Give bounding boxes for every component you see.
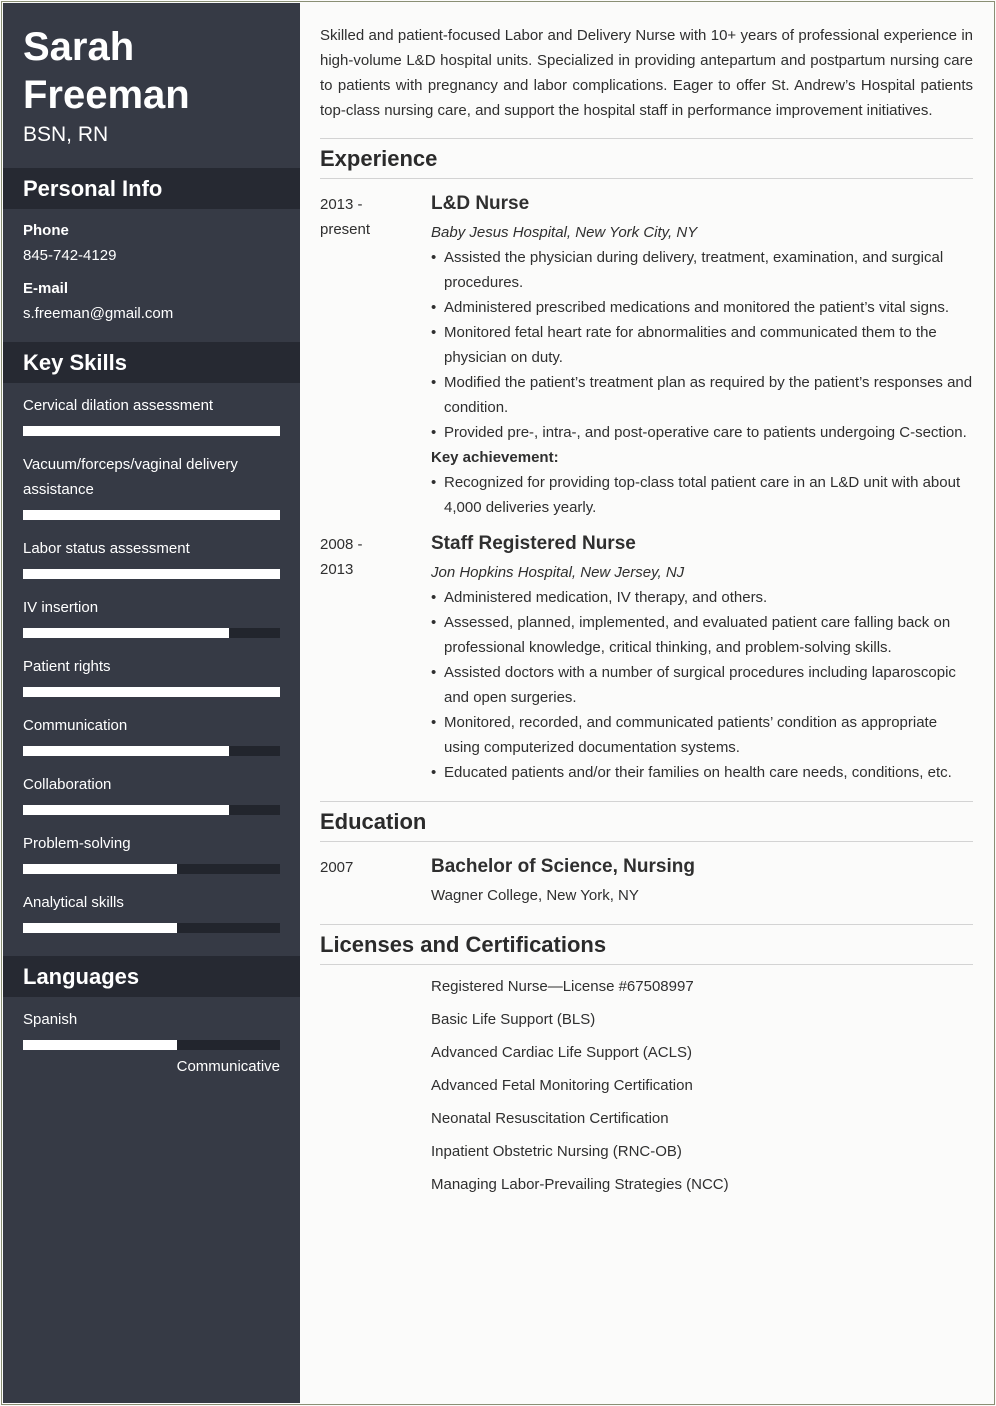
job-date-end: present — [320, 221, 371, 238]
job-dates — [320, 532, 420, 582]
skill-label: Analytical skills — [23, 894, 124, 911]
skill-bar-fill — [23, 746, 229, 756]
duty-item: • Administered prescribed medications and monitored the patient’s vital signs. — [431, 295, 973, 320]
school-name: Wagner College, New York, NY — [431, 887, 639, 904]
divider — [320, 801, 973, 802]
experience-heading: Experience — [320, 146, 438, 171]
license-item: Advanced Cardiac Life Support (ACLS) — [431, 1044, 692, 1061]
duty-item: • Educated patients and/or their families on health care needs, conditions, etc. — [431, 760, 973, 785]
key-achievements — [431, 470, 973, 520]
skill-bar-fill — [23, 805, 229, 815]
skill-bar-fill — [23, 569, 280, 579]
language-bar-fill — [23, 1040, 177, 1050]
job-duties — [431, 245, 973, 445]
duty-item: • Assessed, planned, implemented, and evaluated patient care falling back on professional knowledge, critical thinking, and problem-solving skills. — [431, 610, 973, 660]
skill-bar — [23, 805, 280, 815]
job-employer: Jon Hopkins Hospital, New Jersey, NJ — [431, 564, 685, 581]
job-date-end: 2013 — [320, 561, 354, 578]
duty-item: • Administered medication, IV therapy, and others. — [431, 585, 973, 610]
education-date: 2007 — [320, 859, 354, 876]
profile-summary: Skilled and patient-focused Labor and Delivery Nurse with 10+ years of professional experience in high-volume L&D hospital units. Specialized in providing antepartum and postpartum nursing care to patients with pregnancy and labor complications. Eager to offer St. Andrew’s Hospital patients top-class nursing care, and support the hospital staff in performance improvement initiatives. — [320, 27, 973, 119]
first-name: Sarah — [23, 25, 135, 69]
education-entry — [431, 854, 973, 908]
language-level: Communicative — [176, 1058, 280, 1075]
languages-heading: Languages — [3, 956, 300, 997]
job-dates — [320, 192, 420, 242]
duty-item: • Provided pre-, intra-, and post-operative care to patients undergoing C-section. — [431, 420, 973, 445]
sidebar — [3, 3, 300, 1403]
skill-label: Patient rights — [23, 658, 111, 675]
job-date-start: 2008 - — [320, 536, 363, 553]
job-date-start: 2013 - — [320, 196, 363, 213]
language-label: Spanish — [23, 1011, 78, 1028]
skill-label: Cervical dilation assessment — [23, 397, 214, 414]
license-item: Advanced Fetal Monitoring Certification — [431, 1077, 693, 1094]
skill-bar-fill — [23, 923, 177, 933]
education-heading: Education — [320, 809, 427, 834]
duty-item: • Monitored, recorded, and communicated patients’ condition as appropriate using computerized documentation systems. — [431, 710, 973, 760]
license-item: Managing Labor-Prevailing Strategies (NCC) — [431, 1176, 729, 1193]
license-item: Basic Life Support (BLS) — [431, 1011, 596, 1028]
skill-label: IV insertion — [23, 599, 99, 616]
last-name: Freeman — [23, 73, 190, 117]
skill-label: Vacuum/forceps/vaginal delivery assistance — [23, 456, 238, 498]
divider — [320, 138, 973, 139]
license-item: Registered Nurse—License #67508997 — [431, 978, 694, 995]
duty-item: • Monitored fetal heart rate for abnormalities and communicated them to the physician on duty. — [431, 320, 973, 370]
job-title: L&D Nurse — [431, 193, 530, 214]
skill-bar — [23, 746, 280, 756]
key-skills-heading: Key Skills — [3, 342, 300, 383]
job-entry — [431, 191, 973, 520]
skill-bar — [23, 426, 280, 436]
skill-bar-fill — [23, 426, 280, 436]
license-item: Neonatal Resuscitation Certification — [431, 1110, 669, 1127]
skill-label: Problem-solving — [23, 835, 131, 852]
skill-label: Labor status assessment — [23, 540, 190, 557]
degree-title: Bachelor of Science, Nursing — [431, 856, 695, 877]
credentials: BSN, RN — [23, 123, 109, 146]
achievement-item: • Recognized for providing top-class total patient care in an L&D unit with about 4,000 deliveries yearly. — [431, 470, 973, 520]
phone-value: 845-742-4129 — [23, 247, 117, 264]
skill-bar-fill — [23, 687, 280, 697]
job-duties — [431, 585, 973, 785]
job-title: Staff Registered Nurse — [431, 533, 636, 554]
skill-bar — [23, 569, 280, 579]
language-bar — [23, 1040, 280, 1050]
skill-bar-fill — [23, 864, 177, 874]
duty-item: • Assisted doctors with a number of surgical procedures including laparoscopic and open surgeries. — [431, 660, 973, 710]
duty-item: • Assisted the physician during delivery, treatment, examination, and surgical procedures. — [431, 245, 973, 295]
skill-bar-fill — [23, 510, 280, 520]
license-item: Inpatient Obstetric Nursing (RNC-OB) — [431, 1143, 682, 1160]
duty-item: • Modified the patient’s treatment plan as required by the patient’s responses and condition. — [431, 370, 973, 420]
skill-bar — [23, 510, 280, 520]
divider — [320, 924, 973, 925]
divider — [320, 964, 973, 965]
skill-bar-fill — [23, 628, 229, 638]
divider — [320, 178, 973, 179]
job-entry — [431, 531, 973, 785]
skill-label: Communication — [23, 717, 128, 734]
skill-bar — [23, 687, 280, 697]
phone-label: Phone — [23, 222, 69, 239]
email-value: s.freeman@gmail.com — [23, 305, 174, 322]
candidate-name — [23, 23, 190, 119]
key-achievement-label: Key achievement: — [431, 449, 559, 466]
skill-label: Collaboration — [23, 776, 112, 793]
personal-info-heading: Personal Info — [3, 168, 300, 209]
job-employer: Baby Jesus Hospital, New York City, NY — [431, 224, 698, 241]
skill-bar — [23, 864, 280, 874]
licenses-heading: Licenses and Certifications — [320, 932, 607, 957]
skill-bar — [23, 628, 280, 638]
email-label: E-mail — [23, 280, 69, 297]
divider — [320, 841, 973, 842]
skill-bar — [23, 923, 280, 933]
